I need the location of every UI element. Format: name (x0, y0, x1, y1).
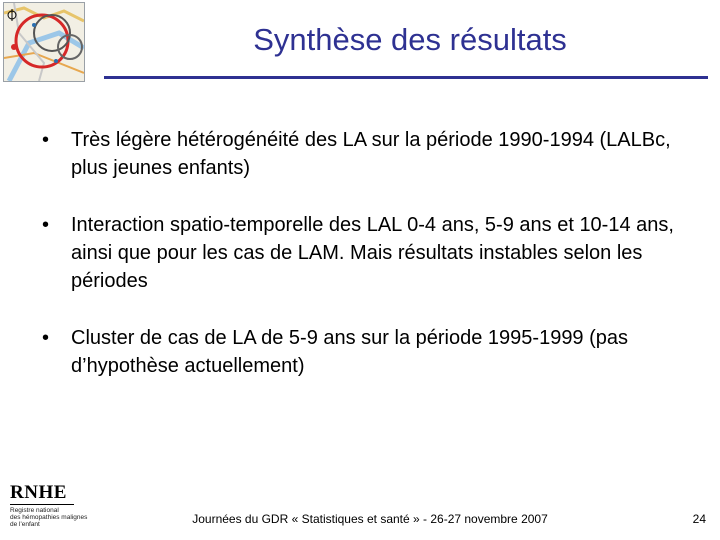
bullet-text: Interaction spatio-temporelle des LAL 0-4 ans, 5-9 ans et 10-14 ans, ainsi que pour les cas de LAM. Mais résultats instables selon les périodes (71, 214, 674, 292)
logo-subtitle-line: des hémopathies malignes (10, 514, 88, 521)
bullet-text: Très légère hétérogénéité des LA sur la période 1990-1994 (LALBc, plus jeunes enfants) (71, 129, 671, 179)
logo-subtitle-line: Registre national (10, 507, 59, 514)
slide-title: Synthèse des résultats (253, 22, 567, 57)
bullet-item (42, 126, 682, 182)
bullet-item (42, 211, 682, 295)
rnhe-logo (10, 483, 140, 535)
logo-subtitle (10, 507, 130, 528)
bullet-marker: • (42, 129, 50, 151)
logo-subtitle-line: de l'enfant (10, 521, 40, 528)
title-divider (104, 76, 708, 79)
map-logo-image (3, 2, 85, 82)
page-number: 24 (692, 512, 706, 526)
bullet-marker: • (42, 327, 50, 349)
logo-divider (10, 504, 74, 505)
bullet-text: Cluster de cas de LA de 5-9 ans sur la période 1995-1999 (pas d’hypothèse actuellement) (71, 327, 629, 377)
bullet-marker: • (42, 214, 50, 236)
logo-title: RNHE (10, 482, 67, 503)
map-illustration (4, 3, 84, 81)
footer-text: Journées du GDR « Statistiques et santé » - 26-27 novembre 2007 (192, 512, 548, 526)
bullet-item (42, 324, 682, 380)
bullet-list (42, 126, 682, 409)
